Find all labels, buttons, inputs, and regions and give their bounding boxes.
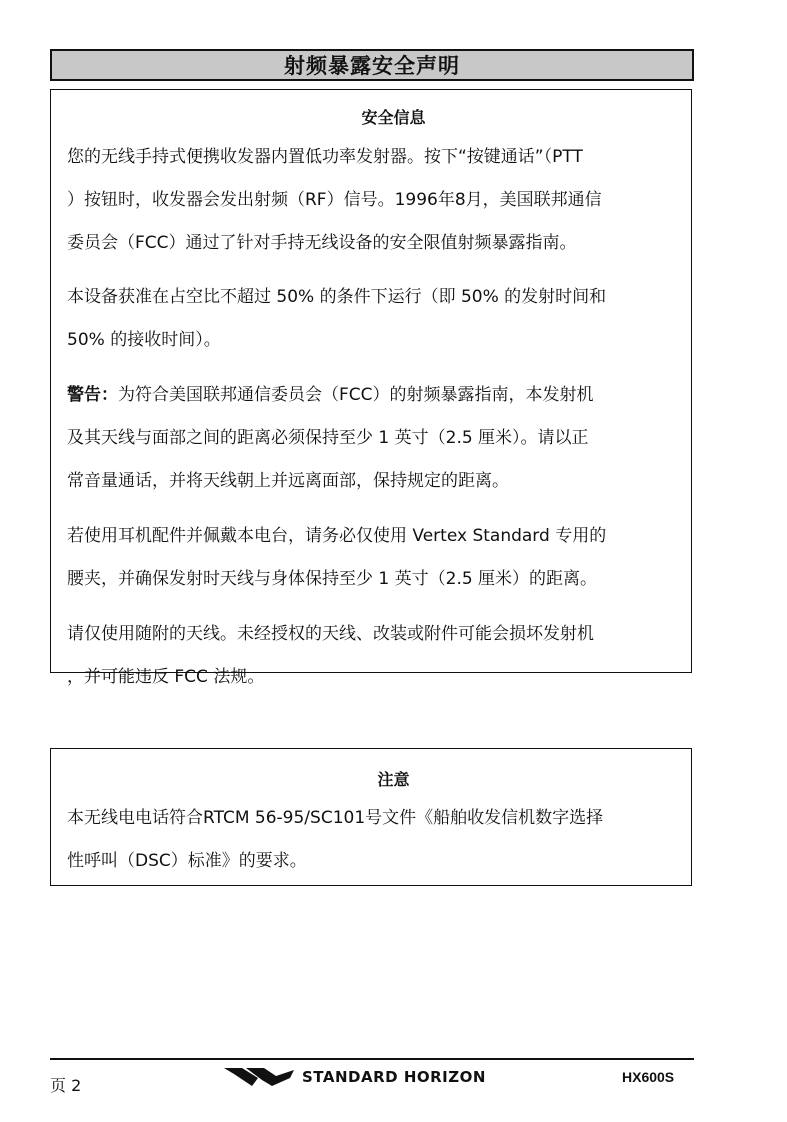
text-line: 50% 的接收时间）。 [67, 330, 221, 350]
text-line: 本设备获准在占空比不超过 50% 的条件下运行（即 50% 的发射时间和 [67, 287, 607, 307]
text-line [67, 374, 679, 417]
page-number: 页 2 [50, 1076, 82, 1095]
safety-paragraph-2 [67, 276, 679, 362]
standard-horizon-logo-icon [224, 1066, 296, 1088]
text-line: 腰夹，并确保发射时天线与身体保持至少 1 英寸（2.5 厘米）的距离。 [67, 569, 598, 589]
warning-text: 为符合美国联邦通信委员会（FCC）的射频暴露指南，本发射机 [118, 385, 594, 405]
footer-divider [50, 1058, 694, 1060]
text-line: 委员会（FCC）通过了针对手持无线设备的安全限值射频暴露指南。 [67, 233, 577, 253]
model-number: HX600S [622, 1069, 675, 1085]
text-line: 本无线电电话符合RTCM 56-95/SC101号文件《船舶收发信机数字选择 [67, 808, 604, 828]
note-heading: 注意 [377, 770, 410, 789]
note-paragraph [67, 797, 679, 883]
safety-paragraph-5 [67, 613, 679, 699]
safety-paragraph-4 [67, 515, 679, 601]
text-line: 及其天线与面部之间的距离必须保持至少 1 英寸（2.5 厘米）。请以正 [67, 428, 589, 448]
safety-paragraph-1 [67, 136, 679, 265]
text-line: ）按钮时，收发器会发出射频（RF）信号。1996年8月，美国联邦通信 [67, 190, 602, 210]
text-line: ，并可能违反 FCC 法规。 [67, 667, 265, 687]
brand-name: STANDARD HORIZON [302, 1068, 486, 1086]
brand-logo [224, 1063, 486, 1091]
safety-info-heading: 安全信息 [361, 108, 426, 127]
safety-paragraph-warning [67, 374, 679, 503]
text-line: 常音量通话，并将天线朝上并远离面部，保持规定的距离。 [67, 471, 509, 491]
text-line: 您的无线手持式便携收发器内置低功率发射器。按下“按键通话”（PTT [67, 147, 583, 167]
text-line: 性呼叫（DSC）标准》的要求。 [67, 851, 307, 871]
page-title: 射频暴露安全声明 [284, 54, 460, 78]
warning-label: 警告： [67, 385, 118, 405]
section-title-bar [50, 49, 694, 81]
text-line: 若使用耳机配件并佩戴本电台，请务必仅使用 Vertex Standard 专用的 [67, 526, 607, 546]
text-line: 请仅使用随附的天线。未经授权的天线、改装或附件可能会损坏发射机 [67, 624, 594, 644]
